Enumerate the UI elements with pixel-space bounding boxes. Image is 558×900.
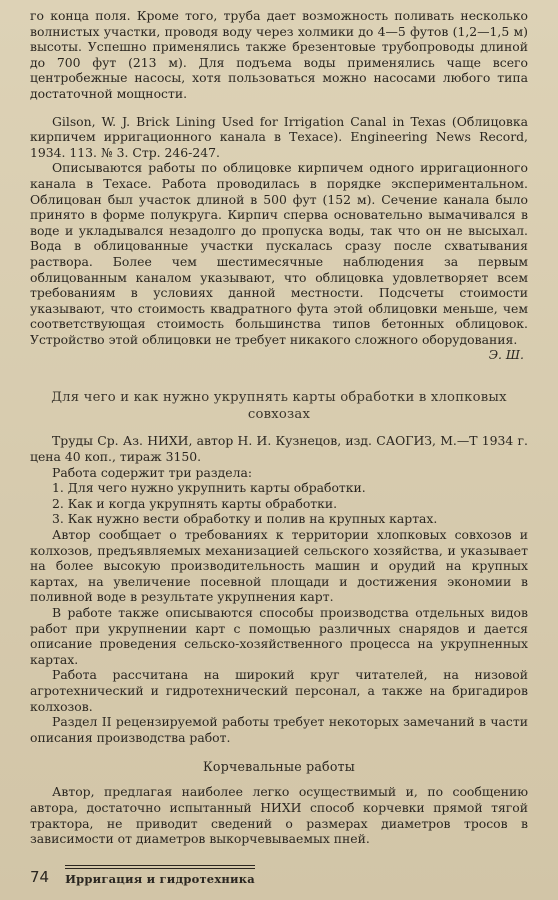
paragraph-6: Работа рассчитана на широкий круг читателей, на низовой агротехнический и гидротехнический персонал, а также на бригадиров колхозов. — [30, 667, 528, 714]
reference-gilson: Gilson, W. J. Brick Lining Used for Irrigation Canal in Texas (Облицовка кирпичем ирригационного канала в Техасе). Engineering News Record, 1934. 113. № 3. Стр. 246-247. — [30, 113, 528, 160]
reference-kuznetsov: Труды Ср. Аз. НИХИ, автор Н. И. Кузнецов, изд. САОГИЗ, М.—Т 1934 г. цена 40 коп., тираж 3150. — [30, 433, 528, 465]
paragraph-2: Описываются работы по облицовке кирпичем одного ирригационного канала в Техасе. Работа проводилась в порядке экспериментальном. Облицован был участок длиной в 500 фут (152 м). Сечение канала было принято в форме полукруга. Кирпич сперва основательно вымачивался в воде и укладывался незадолго до пропуска воды, так что он не высыхал. Вода в облицованные участки пускалась сразу после схватывания раствора. Более чем шестимесячные наблюдения за первым облицованным каналом указывают, что облицовка удовлетворяет всем требованиям в условиях данной местности. Подсчеты стоимости указывают, что стоимость квадратного фута этой облицовки меньше, чем соответствующая стоимость большинства типов бетонных облицовок. Устройство этой облицовки не требует никакого сложного оборудования. — [30, 160, 528, 347]
paragraph-1: го конца поля. Кроме того, труба дает возможность поливать несколько волнистых участки, проводя воду через холмики до 4—5 футов (1,2—1,5 м) высоты. Успешно применялись также брезентовые трубопроводы длиной до 700 фут (213 м). Для подъема воды применялись чаще всего центробежные насосы, хотя пользоваться можно насосами любого типа достаточной мощности. — [30, 8, 528, 101]
list-item: 2. Как и когда укрупнять карты обработки. — [52, 495, 338, 511]
list-item: 3. Как нужно вести обработку и полив на крупных картах. — [52, 511, 438, 527]
paragraph-4: Автор сообщает о требованиях к территории хлопковых совхозов и колхозов, предъявляемых механизацией сельского хозяйства, и указывает на более высокую производительность машин и орудий на крупных картах, на увеличение посевной площади и достижения экономии в поливной воде в результате укрупнения карт. — [30, 527, 528, 605]
sections-list — [30, 480, 528, 527]
list-item: 1. Для чего нужно укрупнить карты обработки. — [52, 480, 366, 496]
signature-1: Э. Ш. — [488, 347, 524, 363]
paragraph-3: Работа содержит три раздела: — [52, 464, 253, 480]
section-subheading: Корчевальные работы — [202, 759, 356, 775]
paragraph-7: Раздел II рецензируемой работы требует некоторых замечаний в части описания производства работ. — [30, 714, 528, 745]
page-footer — [30, 862, 528, 886]
journal-title: Ирригация и гидротехника — [65, 868, 255, 886]
paragraph-8: Автор, предлагая наиболее легко осуществимый и, по сообщению автора, достаточно испытанный НИХИ способ корчевки прямой тягой трактора, не приводит сведений о размерах диаметров тросов в зависимости от диаметров выкорчевываемых пней. — [30, 784, 528, 847]
page-number: 74 — [30, 868, 50, 886]
paragraph-5: В работе также описываются способы производства отдельных видов работ при укрупнении карт с помощью различных снарядов и дается описание проведения сельско-хозяйственного процесса на укрупненных картах. — [30, 605, 528, 667]
article-title: Для чего и как нужно укрупнять карты обработки в хлопковых совхозах — [51, 390, 507, 423]
